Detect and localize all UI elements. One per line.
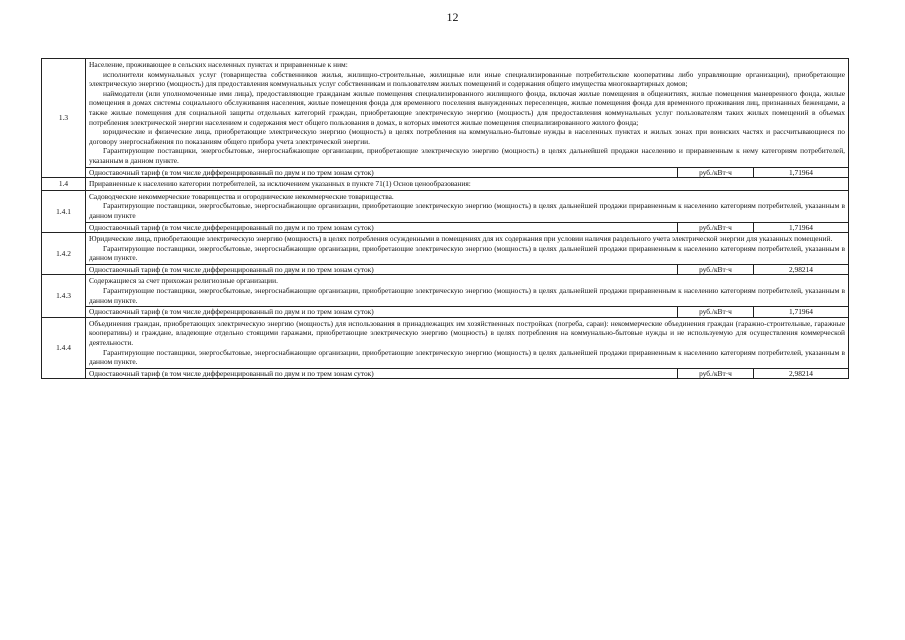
row-code: 1.4.3 [42, 275, 86, 317]
tariff-row-1-4-1 [42, 222, 849, 233]
row-description [86, 233, 849, 265]
tariff-unit: руб./кВт·ч [678, 307, 754, 318]
row-code: 1.3 [42, 59, 86, 178]
row-code: 1.4 [42, 178, 86, 191]
row-description [86, 190, 849, 222]
table-row-1-4-3 [42, 275, 849, 307]
row-description: Приравненные к населению категории потребителей, за исключением указанных в пункте 71(1) Основ ценообразования: [86, 178, 849, 191]
table-row-1-4-4 [42, 317, 849, 368]
tariff-label: Одноставочный тариф (в том числе дифференцированный по двум и по трем зонам суток) [86, 307, 678, 318]
tariff-unit: руб./кВт·ч [678, 368, 754, 379]
tariff-label: Одноставочный тариф (в том числе дифференцированный по двум и по трем зонам суток) [86, 368, 678, 379]
tariff-unit: руб./кВт·ч [678, 264, 754, 275]
tariff-unit: руб./кВт·ч [678, 167, 754, 178]
tariff-value: 2,98214 [754, 264, 849, 275]
paragraph: Юридические лица, приобретающие электрическую энергию (мощность) в целях потребления осужденными в помещениях для их содержания при условии наличия раздельного учета электрической энергии для указанных помещений. [89, 234, 833, 244]
paragraph: Содержащиеся за счет прихожан религиозные организации. [89, 276, 278, 286]
tariff-row-1-4-3 [42, 307, 849, 318]
table-row-1-4-2 [42, 233, 849, 265]
paragraph: Объединения граждан, приобретающих электрическую энергию (мощность) для использования в принадлежащих им хозяйственных постройках (погреба, сараи): некоммерческие объединения граждан (гаражно-строительные, гаражные кооперативы) и граждане, владеющие отдельно стоящими гаражами, приобретающие электрическую энергию (мощность) в целях потребления на коммунально-бытовые нужды и не используемую для осуществления коммерческой деятельности. [89, 318, 846, 348]
paragraph: Гарантирующие поставщики, энергосбытовые, энергоснабжающие организации, приобретающие электрическую энергию (мощность) в целях дальнейшей продажи приравненным к населению категориям потребителей, указанным в данном пункте [89, 201, 846, 220]
paragraph: Население, проживающее в сельских населенных пунктах и приравненные к ним: [89, 60, 348, 69]
paragraph: исполнители коммунальных услуг (товарищества собственников жилья, жилищно-строительные, жилищные или иные специализированные потребительские кооперативы либо управляющие организации), приобретающие электрическую энергию (мощность) для предоставления коммунальных услуг собственникам и пользователям жилых помещений и содержания общего имущества многоквартирных домов; [89, 69, 846, 89]
tariff-label: Одноставочный тариф (в том числе дифференцированный по двум и по трем зонам суток) [86, 222, 678, 233]
row-code: 1.4.1 [42, 190, 86, 232]
tariff-unit: руб./кВт·ч [678, 222, 754, 233]
table-row-1-3 [42, 59, 849, 168]
tariff-label: Одноставочный тариф (в том числе дифференцированный по двум и по трем зонам суток) [86, 264, 678, 275]
row-description [86, 317, 849, 368]
paragraph: Садоводческие некоммерческие товарищества и огороднические некоммерческие товарищества. [89, 191, 394, 201]
row-description [86, 59, 849, 168]
paragraph: Гарантирующие поставщики, энергосбытовые, энергоснабжающие организации, приобретающие электрическую энергию (мощность) в целях дальнейшей продажи приравненным к населению категориям потребителей, указанным в данном пункте. [89, 347, 846, 367]
tariff-value: 1,71964 [754, 222, 849, 233]
row-code: 1.4.2 [42, 233, 86, 275]
tariff-row-1-4-4 [42, 368, 849, 379]
table-row-1-4-1 [42, 190, 849, 222]
tariff-value: 1,71964 [754, 167, 849, 178]
paragraph: наймодатели (или уполномоченные ими лица), предоставляющие гражданам жилые помещения специализированного жилищного фонда, включая жилые помещения в общежитиях, жилые помещения маневренного фонда, жилые помещения в домах системы социального обслуживания населения, жилые помещения фонда для временного поселения вынужденных переселенцев, жилые помещения фонда для временного проживания лиц, признанных беженцами, а также жилые помещения для социальной защиты отдельных категорий граждан, приобретающие электрическую энергию (мощность) для предоставления коммунальных услуг пользователям таких жилых помещений в объемах потребления электрической энергии населением и содержания мест общего пользования в домах, в которых имеются жилые помещения специализированного жилого фонда; [89, 88, 846, 127]
paragraph: юридические и физические лица, приобретающие электрическую энергию (мощность) в целях потребления на коммунально-бытовые нужды в населенных пунктах и жилых зонах при воинских частях и рассчитывающиеся по договору энергоснабжения по показаниям общего прибора учета электрической энергии. [89, 127, 846, 146]
page-number: 12 [446, 10, 459, 24]
table-row-1-4 [42, 178, 849, 191]
tariff-row-1-4-2 [42, 264, 849, 275]
tariff-value: 1,71964 [754, 307, 849, 318]
row-code: 1.4.4 [42, 317, 86, 379]
tariff-label: Одноставочный тариф (в том числе дифференцированный по двум и по трем зонам суток) [86, 167, 678, 178]
paragraph: Гарантирующие поставщики, энергосбытовые, энергоснабжающие организации, приобретающие электрическую энергию (мощность) в целях дальнейшей продажи населению и приравненным к нему категориям потребителей, указанным в данном пункте. [89, 146, 846, 165]
paragraph: Гарантирующие поставщики, энергосбытовые, энергоснабжающие организации, приобретающие электрическую энергию (мощность) в целях дальнейшей продажи приравненным к населению категориям потребителей, указанным в данном пункте. [89, 286, 846, 305]
row-description [86, 275, 849, 307]
paragraph: Гарантирующие поставщики, энергосбытовые, энергоснабжающие организации, приобретающие электрическую энергию (мощность) в целях дальнейшей продажи приравненным к населению категориям потребителей, указанным в данном пункте. [89, 243, 846, 263]
tariff-table [41, 58, 849, 379]
tariff-row-1-3 [42, 167, 849, 178]
tariff-value: 2,98214 [754, 368, 849, 379]
